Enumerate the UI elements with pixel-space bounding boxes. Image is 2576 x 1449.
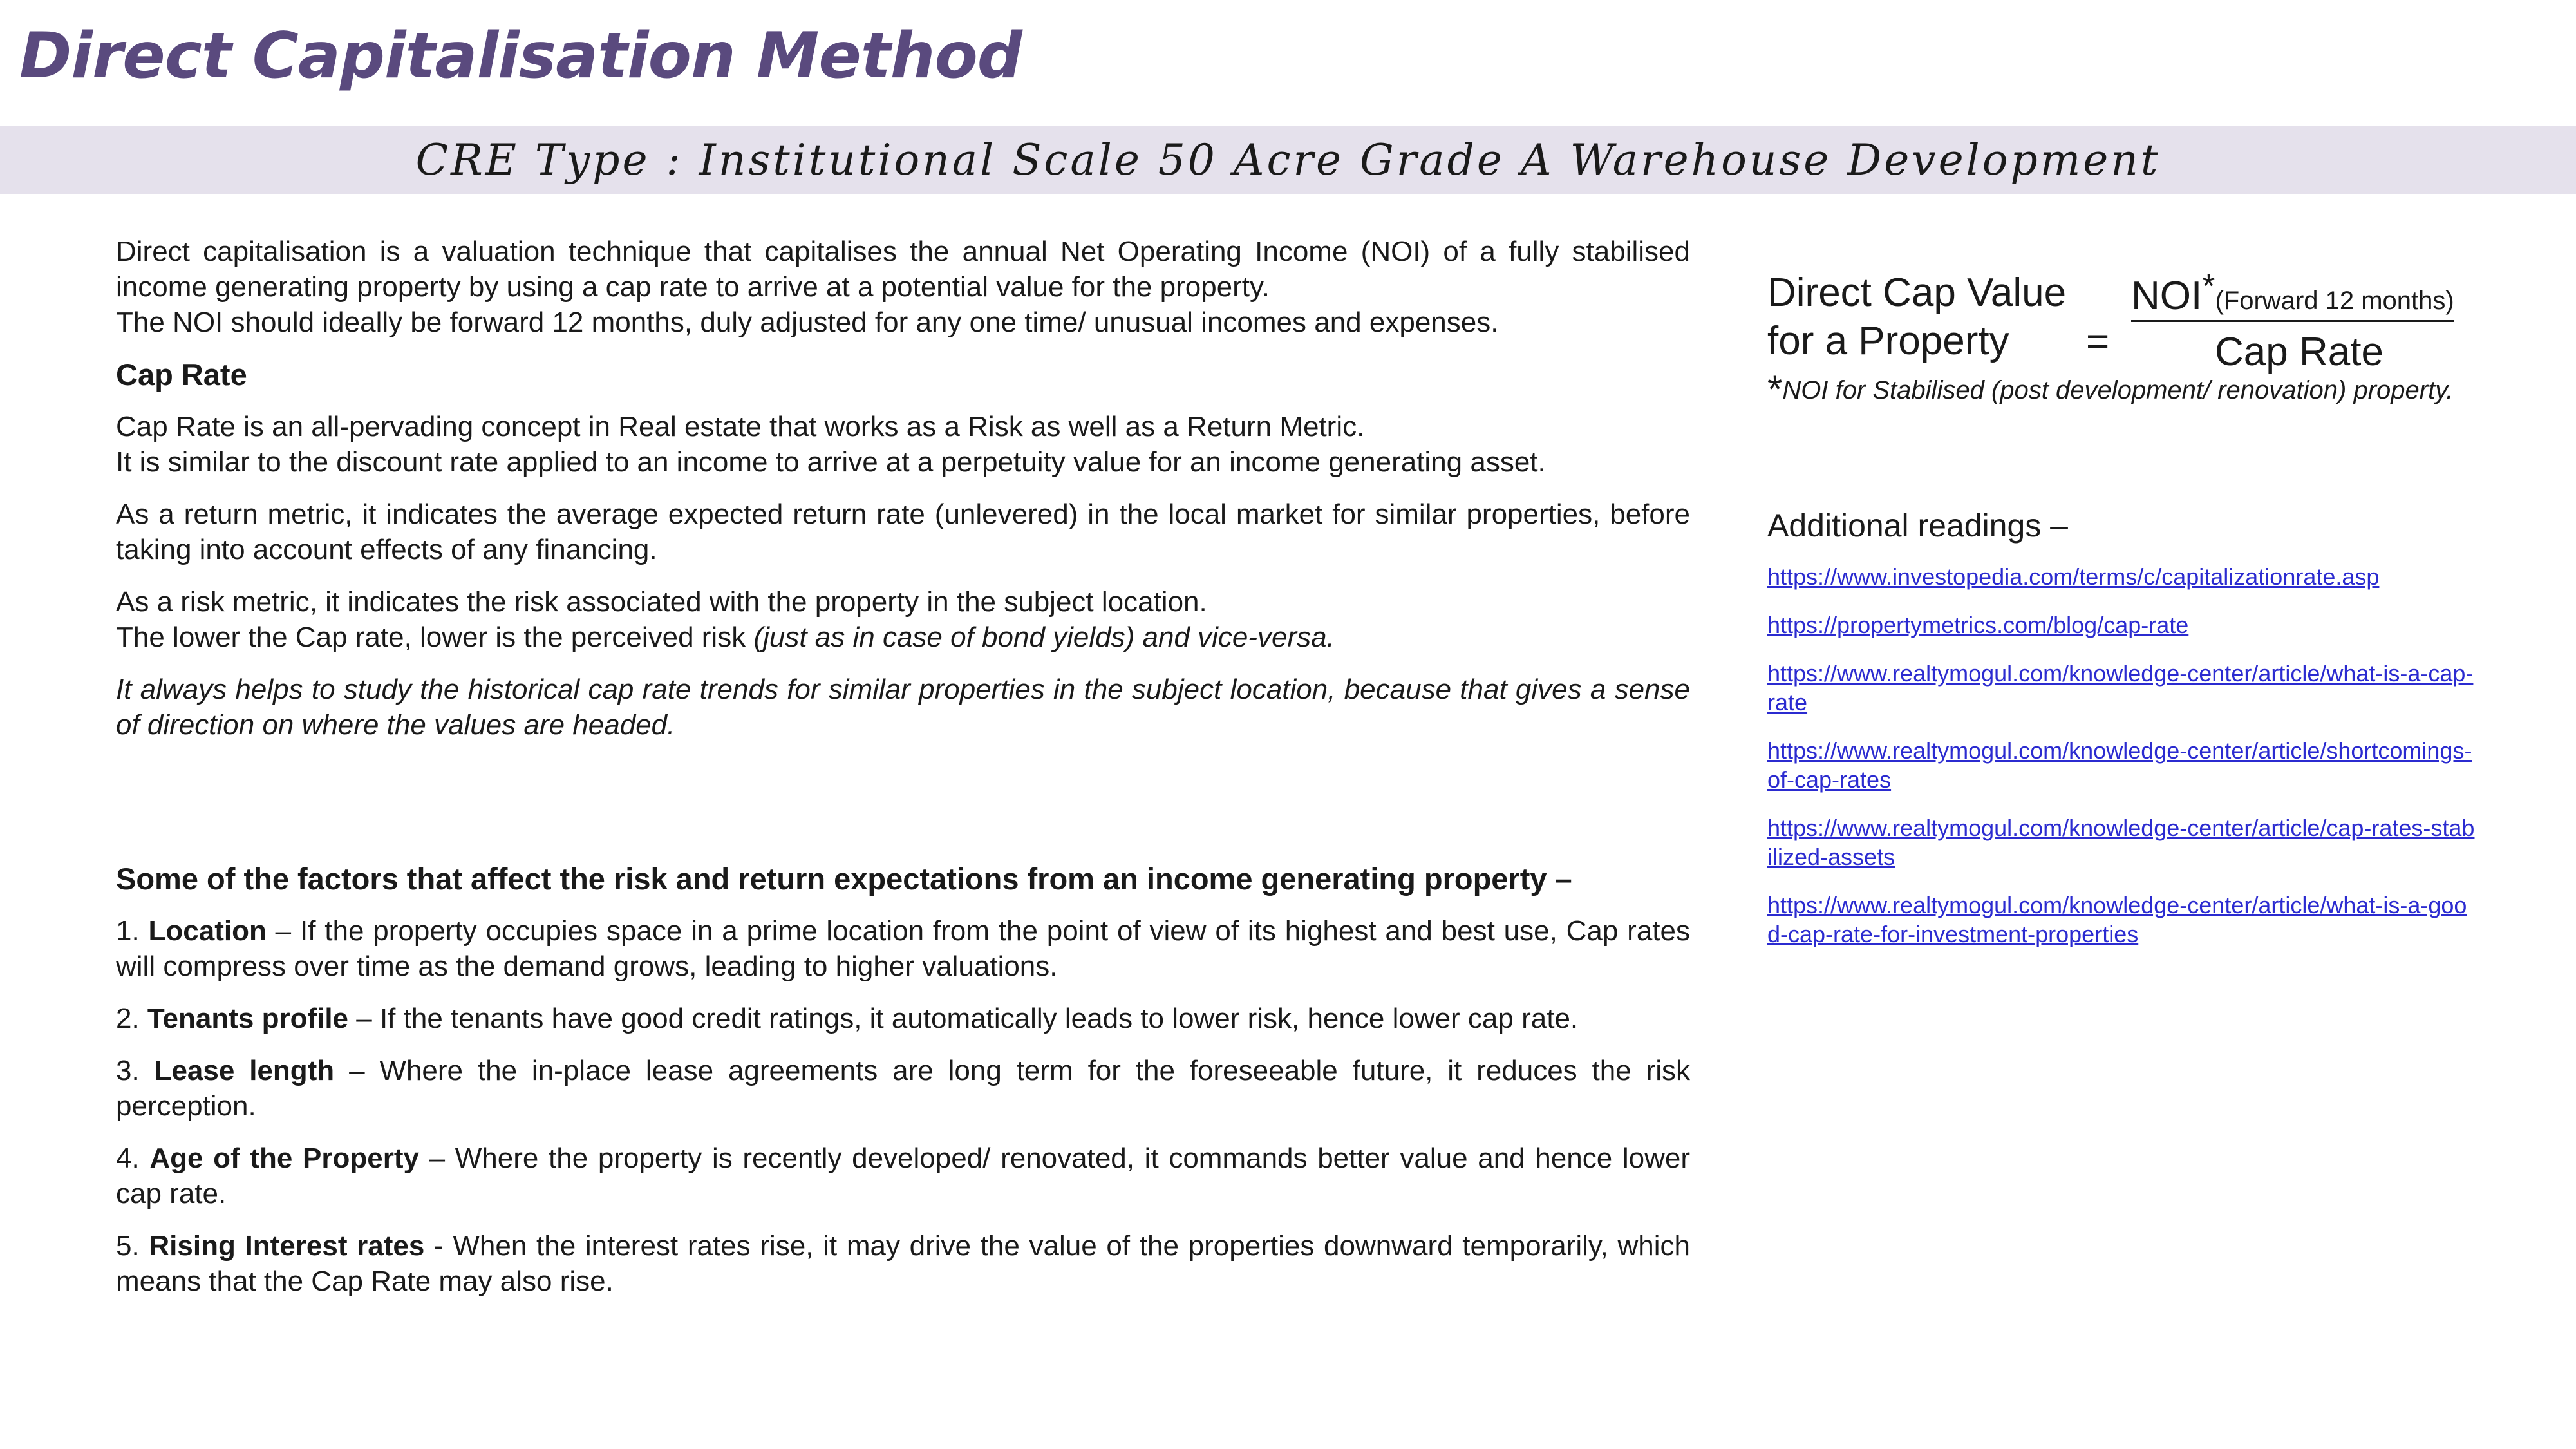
cap-value-formula: [1767, 267, 2566, 435]
footnote-text: NOI for Stabilised (post development/ renovation) property.: [1782, 376, 2454, 404]
banner-text: CRE Type : Institutional Scale 50 Acre Grade A Warehouse Development: [415, 135, 2161, 185]
factor-text: – If the property occupies space in a prime location from the point of view of its highest and best use, Cap rates will compress over time as the demand grows, leading to higher valuations.: [116, 915, 1690, 982]
reading-link[interactable]: https://www.realtymogul.com/knowledge-center/article/what-is-a-good-cap-rate-for-investment-properties: [1767, 892, 2467, 947]
formula-denominator: Cap Rate: [2215, 330, 2383, 374]
formula-numerator: [2131, 267, 2454, 322]
reading-link[interactable]: https://propertymetrics.com/blog/cap-rate: [1767, 612, 2189, 638]
factor-number: 2.: [116, 1003, 147, 1034]
cap-rate-paragraph-2: As a return metric, it indicates the average expected return rate (unlevered) in the local market for similar properties, before taking into account effects of any financing.: [116, 498, 1690, 565]
subtitle-banner: [0, 126, 2576, 194]
page-title: Direct Capitalisation Method: [19, 19, 1022, 93]
factor-title: Rising Interest rates: [149, 1230, 425, 1262]
factor-item: [116, 1001, 1690, 1036]
factor-text: - When the interest rates rise, it may drive the value of the properties downward temporarily, which means that the Cap Rate may also rise.: [116, 1230, 1691, 1297]
reading-link[interactable]: https://www.realtymogul.com/knowledge-center/article/what-is-a-cap-rate: [1767, 660, 2474, 715]
cap-rate-p1-line2: It is similar to the discount rate applied to an income to arrive at a perpetuity value for an income generating asset.: [116, 446, 1546, 478]
factor-item: [116, 913, 1690, 984]
reading-link[interactable]: https://www.investopedia.com/terms/c/capitalizationrate.asp: [1767, 564, 2380, 590]
factor-title: Age of the Property: [149, 1142, 419, 1174]
formula-lhs-line2: for a Property: [1767, 319, 2009, 363]
cap-rate-p3-line2: [116, 620, 1690, 655]
formula-lhs: [1767, 269, 2066, 365]
cap-rate-p1-line1: Cap Rate is an all-pervading concept in Real estate that works as a Risk as well as a Return Metric.: [116, 411, 1365, 442]
formula-noi: NOI: [2131, 274, 2203, 318]
factor-title: Tenants profile: [147, 1003, 349, 1034]
cap-rate-p3-line2-a: The lower the Cap rate, lower is the perceived risk: [116, 621, 754, 653]
formula-noi-note: (Forward 12 months): [2215, 287, 2454, 315]
factor-item: [116, 1053, 1690, 1124]
spacer: [116, 759, 1690, 855]
cap-rate-p3-line1: As a risk metric, it indicates the risk associated with the property in the subject location.: [116, 586, 1207, 618]
factor-number: 4.: [116, 1142, 150, 1174]
formula-footnote: [1767, 367, 2453, 412]
main-content: [116, 234, 1690, 1316]
factors-list: [116, 913, 1690, 1299]
factor-item: [116, 1228, 1690, 1299]
factor-number: 1.: [116, 915, 149, 947]
factor-text: – If the tenants have good credit ratings, it automatically leads to lower risk, hence lower cap rate.: [348, 1003, 1579, 1034]
cap-rate-p3-line2-b: (just as in case of bond yields) and vice-versa.: [753, 621, 1335, 653]
cap-rate-paragraph-3: [116, 584, 1690, 655]
reading-link[interactable]: https://www.realtymogul.com/knowledge-center/article/shortcomings-of-cap-rates: [1767, 737, 2472, 793]
formula-noi-star: *: [2202, 268, 2215, 305]
cap-rate-paragraph-4: It always helps to study the historical cap rate trends for similar properties in the subject location, because that gives a sense of direction on where the values are headed.: [116, 674, 1690, 741]
factor-title: Lease length: [154, 1055, 335, 1086]
readings-heading: Additional readings –: [1767, 507, 2068, 544]
factor-text: – Where the in-place lease agreements are long term for the foreseeable future, it reduces the risk perception.: [116, 1055, 1691, 1122]
readings-links: [1767, 562, 2566, 949]
intro-paragraph: [116, 234, 1690, 340]
formula-lhs-line1: Direct Cap Value: [1767, 270, 2067, 315]
additional-readings: [1767, 507, 2566, 968]
cap-rate-heading: Cap Rate: [116, 357, 247, 392]
cap-rate-paragraph-1: [116, 409, 1690, 480]
factor-text: – Where the property is recently developed/ renovated, it commands better value and hence lower cap rate.: [116, 1142, 1690, 1209]
reading-link[interactable]: https://www.realtymogul.com/knowledge-center/article/cap-rates-stabilized-assets: [1767, 815, 2475, 870]
footnote-star: *: [1767, 368, 1783, 411]
factor-number: 3.: [116, 1055, 155, 1086]
factor-number: 5.: [116, 1230, 149, 1262]
formula-equals: =: [2086, 319, 2110, 364]
intro-line-2: The NOI should ideally be forward 12 months, duly adjusted for any one time/ unusual incomes and expenses.: [116, 307, 1499, 338]
factor-item: [116, 1141, 1690, 1211]
intro-line-1: Direct capitalisation is a valuation technique that capitalises the annual Net Operating Income (NOI) of a fully stabilised income generating property by using a cap rate to arrive at a potential value for the property.: [116, 236, 1690, 303]
factor-title: Location: [148, 915, 267, 947]
factors-heading: Some of the factors that affect the risk and return expectations from an income generating property –: [116, 862, 1572, 896]
